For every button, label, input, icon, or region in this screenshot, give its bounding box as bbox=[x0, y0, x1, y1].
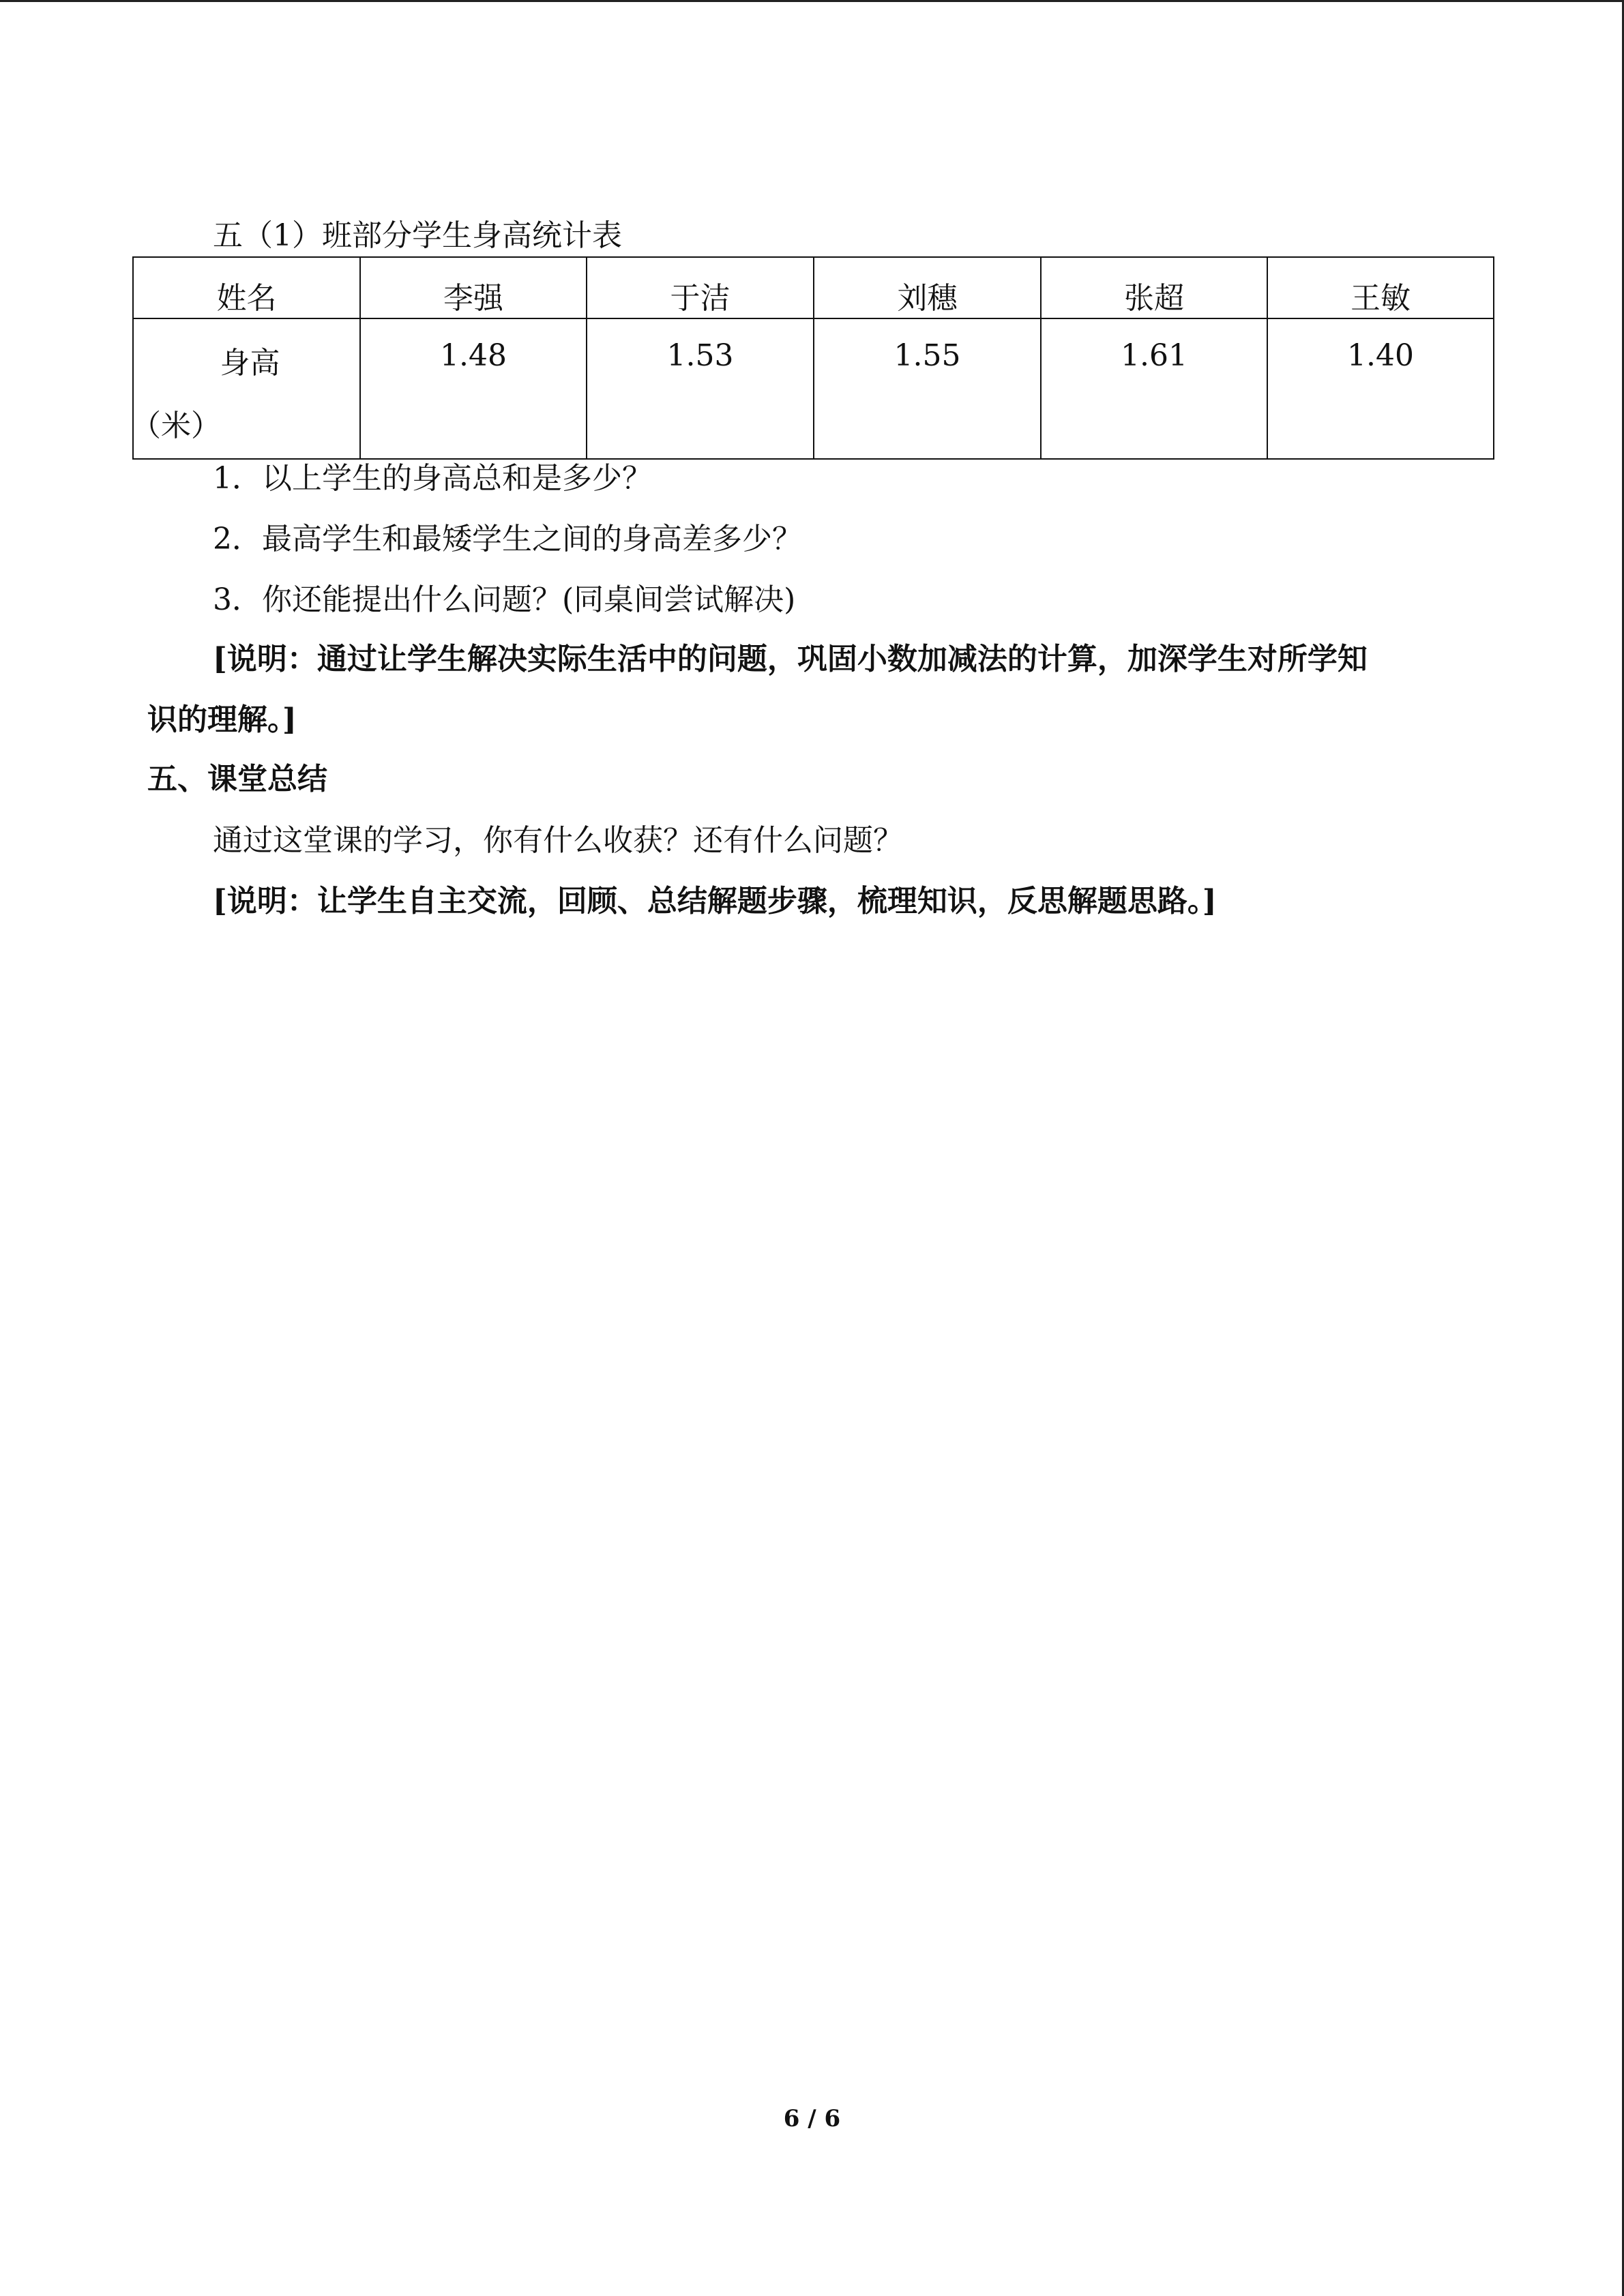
height-row-unit: （米） bbox=[131, 408, 221, 443]
student-name: 刘穗 bbox=[897, 281, 958, 316]
question-2: 2．最高学生和最矮学生之间的身高差多少？ bbox=[213, 522, 802, 556]
table-row-label-cell bbox=[133, 318, 360, 459]
table-header-row bbox=[133, 257, 1494, 318]
table-header-cell bbox=[1041, 257, 1267, 318]
height-value: 1.61 bbox=[1121, 338, 1187, 373]
table-cell bbox=[1267, 318, 1494, 459]
table-row bbox=[133, 318, 1494, 459]
table-header-cell bbox=[587, 257, 814, 318]
summary-note: [说明：让学生自主交流，回顾、总结解题步骤，梳理知识，反思解题思路。] bbox=[213, 884, 1217, 919]
student-name: 于洁 bbox=[670, 281, 730, 316]
table-header-cell bbox=[1267, 257, 1494, 318]
table-caption: 五（1）班部分学生身高统计表 bbox=[213, 218, 622, 253]
explanation-note-line-1: [说明：通过让学生解决实际生活中的问题，巩固小数加减法的计算，加深学生对所学知 bbox=[213, 642, 1368, 676]
student-name: 王敏 bbox=[1350, 281, 1411, 316]
question-1: 1．以上学生的身高总和是多少？ bbox=[213, 461, 652, 496]
explanation-note-line-2: 识的理解。] bbox=[147, 702, 297, 737]
name-column-label: 姓名 bbox=[216, 281, 277, 316]
student-name: 李强 bbox=[443, 281, 503, 316]
height-row-label: 身高 bbox=[220, 346, 280, 381]
table-cell bbox=[814, 318, 1041, 459]
summary-prompt: 通过这堂课的学习，你有什么收获？还有什么问题？ bbox=[213, 823, 903, 858]
question-3: 3．你还能提出什么问题？(同桌间尝试解决) bbox=[213, 582, 796, 617]
height-table bbox=[132, 256, 1494, 460]
table-cell bbox=[587, 318, 814, 459]
table-header-cell bbox=[360, 257, 587, 318]
table-cell bbox=[360, 318, 587, 459]
student-name: 张超 bbox=[1124, 281, 1184, 316]
height-value: 1.40 bbox=[1347, 338, 1414, 373]
table-cell bbox=[1041, 318, 1267, 459]
height-value: 1.53 bbox=[666, 338, 734, 373]
table-header-cell bbox=[814, 257, 1041, 318]
section-heading: 五、课堂总结 bbox=[147, 762, 327, 796]
height-value: 1.55 bbox=[894, 338, 961, 373]
table-header-cell bbox=[133, 257, 360, 318]
page-number: 6 / 6 bbox=[783, 2105, 841, 2132]
page-top-border bbox=[0, 0, 1624, 2]
height-value: 1.48 bbox=[440, 338, 507, 373]
